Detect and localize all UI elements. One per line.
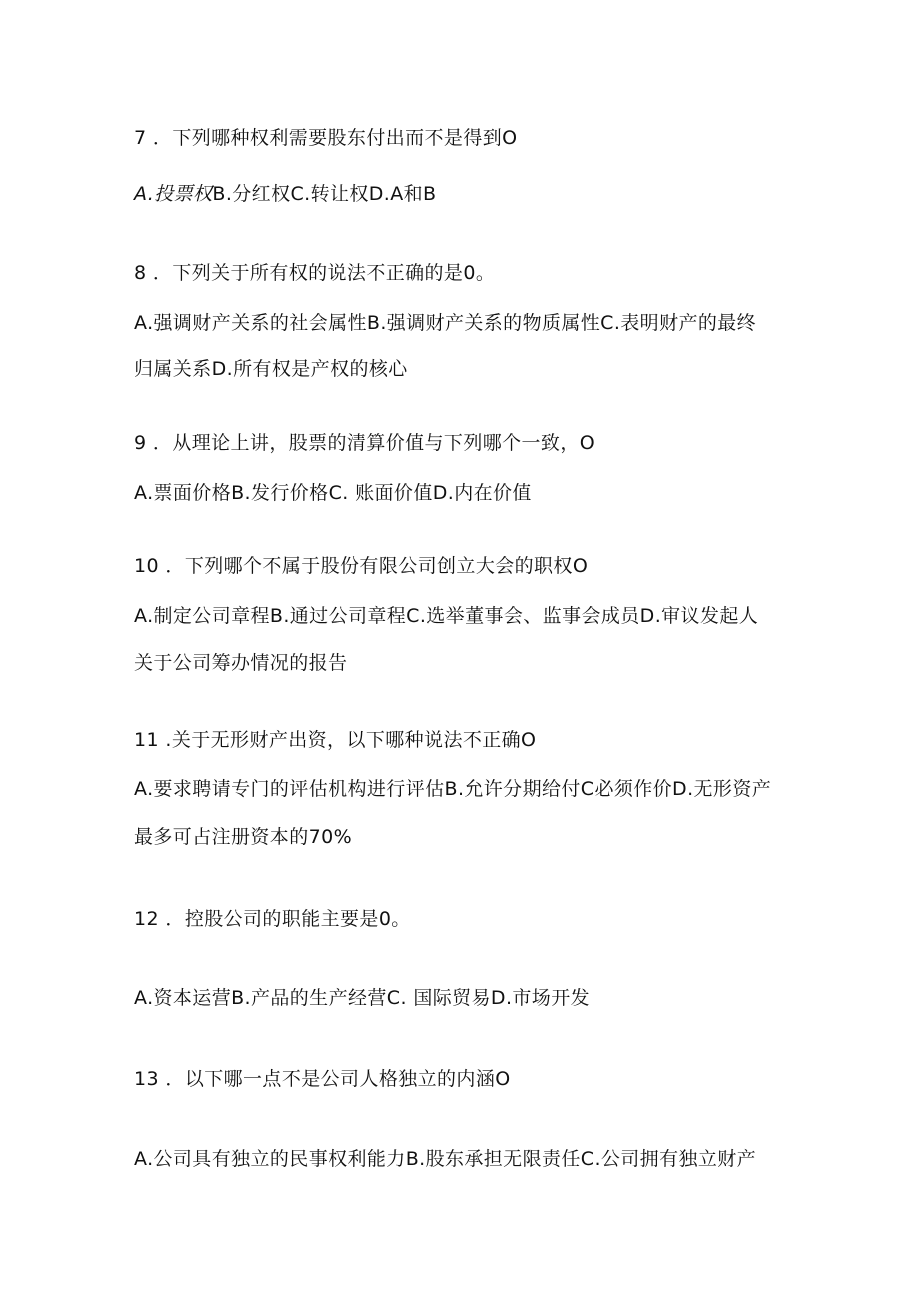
question-9-text: 9 ．从理论上讲，股票的清算价值与下列哪个一致，O bbox=[134, 432, 596, 454]
question-9-options: A.票面价格B.发行价格C. 账面价值D.内在价值 bbox=[134, 482, 532, 504]
question-7-text: 7 ．下列哪种权利需要股东付出而不是得到O bbox=[134, 127, 518, 149]
question-13-options-line-1: A.公司具有独立的民事权利能力B.股东承担无限责任C.公司拥有独立财产 bbox=[134, 1148, 757, 1170]
question-8-options-line-2: 归属关系D.所有权是产权的核心 bbox=[134, 358, 408, 380]
question-13-text: 13 ．以下哪一点不是公司人格独立的内涵O bbox=[134, 1068, 511, 1090]
question-8-options-line-1: A.强调财产关系的社会属性B.强调财产关系的物质属性C.表明财产的最终 bbox=[134, 312, 757, 334]
question-12-text: 12 ．控股公司的职能主要是0。 bbox=[134, 908, 411, 930]
question-10-text: 10 ．下列哪个不属于股份有限公司创立大会的职权O bbox=[134, 555, 589, 577]
question-10-options-line-1: A.制定公司章程B.通过公司章程C.选举董事会、监事会成员D.审议发起人 bbox=[134, 605, 759, 627]
question-7-options-rest: B.分红权C.转让权D.A和B bbox=[212, 183, 437, 205]
question-11-options-line-1: A.要求聘请专门的评估机构进行评估B.允许分期给付C必须作价D.无形资产 bbox=[134, 778, 772, 800]
question-11-text: 11 .关于无形财产出资，以下哪种说法不正确O bbox=[134, 729, 537, 751]
question-12-options: A.资本运营B.产品的生产经营C. 国际贸易D.市场开发 bbox=[134, 987, 590, 1009]
question-8-text: 8 ．下列关于所有权的说法不正确的是0。 bbox=[134, 262, 496, 284]
question-7-option-a: A.投票权 bbox=[134, 183, 213, 205]
question-10-options-line-2: 关于公司筹办情况的报告 bbox=[134, 652, 348, 674]
question-7-options bbox=[134, 181, 794, 207]
question-11-options-line-2: 最多可占注册资本的70% bbox=[134, 826, 353, 848]
